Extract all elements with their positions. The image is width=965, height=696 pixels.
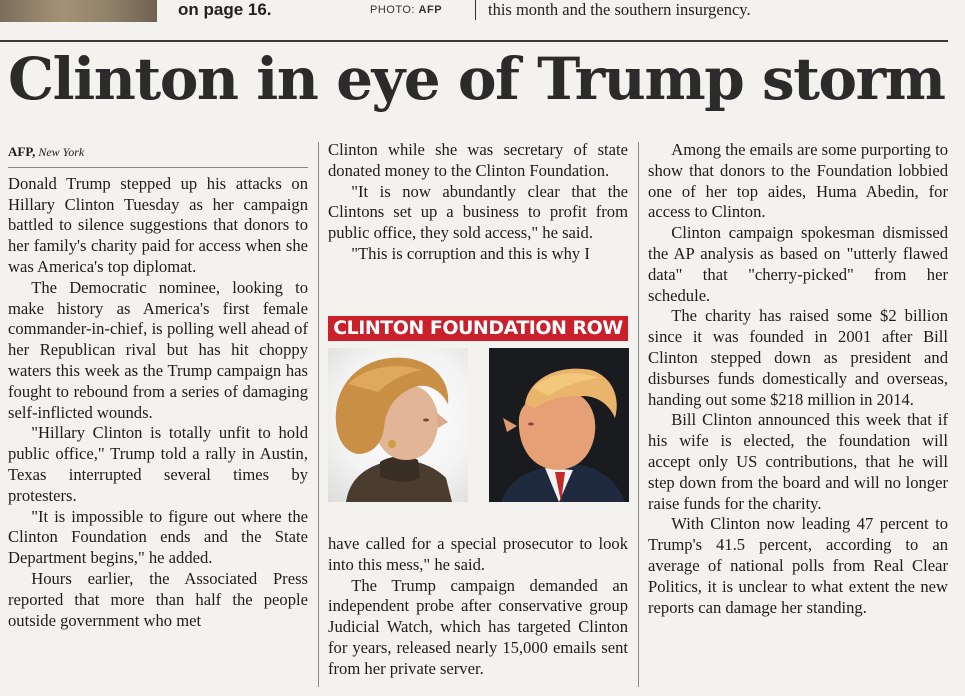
paragraph: "Hillary Clinton is totally unfit to hold public office," Trump told a rally in Austin, Texas interrupted several times by protesters. (8, 423, 308, 505)
paragraph: The Trump campaign demanded an independent probe after conservative group Judicial Watch, which has targeted Clinton for years, released nearly 15,000 emails sent from her private server. (328, 575, 628, 678)
trump-portrait-icon (489, 348, 629, 502)
photo-credit-label: PHOTO: (370, 4, 415, 16)
paragraph: Clinton while she was secretary of state donated money to the Clinton Foundation. (328, 140, 628, 180)
headline: Clinton in eye of Trump storm (8, 45, 945, 113)
paragraph: have called for a special prosecutor to look into this mess," he said. (328, 534, 628, 574)
previous-story-photo (0, 0, 157, 22)
photo-box-title: CLINTON FOUNDATION ROW (328, 316, 628, 341)
article-column-1 (8, 140, 308, 631)
article-column-3 (648, 140, 948, 618)
paragraph: The Democratic nominee, looking to make history as America's first female commander-in-chief, is polling well ahead of her Republican rival but has hit choppy waters this week as the Trump campaign has fought to rebound from a series of damaging self-inflicted wounds. (8, 277, 308, 422)
paragraph: "This is corruption and this is why I (351, 243, 590, 263)
top-strip (0, 0, 965, 40)
paragraph: With Clinton now leading 47 percent to Trump's 41.5 percent, according to an average of national polls from Real Clear Politics, it is unclear to what extent the new reports can damage her standing. (648, 514, 948, 617)
column-divider-top (475, 0, 476, 20)
paragraph: Among the emails are some purporting to show that donors to the Foundation lobbied one of her top aides, Huma Abedin, for access to Clinton. (648, 140, 948, 222)
byline (8, 142, 308, 168)
previous-story-tail: this month and the southern insurgency. (488, 0, 751, 19)
paragraph: Clinton campaign spokesman dismissed the AP analysis as based on "utterly flawed data" that "cherry-picked" from her schedule. (648, 223, 948, 305)
photo-credit (370, 4, 442, 16)
paragraph: Hours earlier, the Associated Press reported that more than half the people outside government who met (8, 568, 308, 630)
paragraph: Donald Trump stepped up his attacks on Hillary Clinton Tuesday as her campaign battled to silence suggestions that donors to her family's charity paid for access when she was America's top diplomat. (8, 173, 308, 276)
page-reference: on page 16. (178, 0, 272, 19)
paragraph: Bill Clinton announced this week that if his wife is elected, the foundation will accept only US contributions, that he will step down from the board and will no longer raise funds for the charity. (648, 410, 948, 513)
column-rule (318, 142, 319, 687)
paragraph: The charity has raised some $2 billion since it was founded in 2001 after Bill Clinton stepped down as president and disburses funds domestically and overseas, handing out some $218 million in 2014. (648, 306, 948, 409)
column-rule (638, 142, 639, 687)
byline-city: New York (38, 145, 85, 159)
article-column-2-bottom (328, 534, 628, 680)
paragraph: "It is impossible to figure out where the Clinton Foundation ends and the State Department begins," he added. (8, 506, 308, 568)
byline-agency: AFP, (8, 144, 36, 159)
trump-photo (489, 348, 629, 502)
clinton-photo (328, 348, 468, 502)
article-column-2-top (328, 140, 628, 265)
section-rule (0, 40, 948, 42)
paragraph: "It is now abundantly clear that the Clintons set up a business to profit from public office, they sold access," he said. (328, 181, 628, 243)
photo-credit-source: AFP (418, 4, 443, 16)
clinton-portrait-icon (328, 348, 468, 502)
